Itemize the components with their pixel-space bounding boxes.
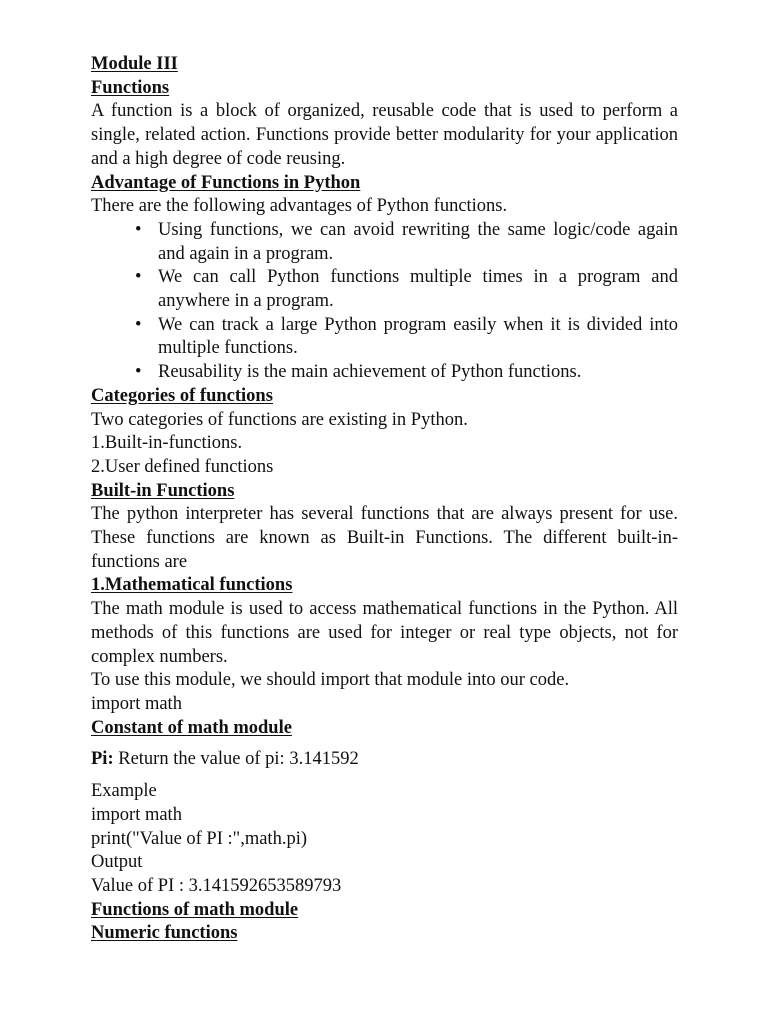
advantages-heading: Advantage of Functions in Python [91, 172, 361, 193]
mathematical-heading: 1.Mathematical functions [91, 575, 293, 596]
output-value: Value of PI : 3.141592653589793 [91, 875, 342, 896]
module-title: Module III [91, 54, 178, 74]
functions-intro: A function is a block of organized, reusable code that is used to perform a single, related action. Functions provide better modularity for your application and a high degree of code reusing. [91, 101, 678, 169]
builtin-heading: Built-in Functions [91, 480, 235, 501]
category-item-builtin: 1.Built-in-functions. [91, 433, 243, 454]
import-line: import math [91, 693, 182, 714]
mathematical-text: The math module is used to access mathematical functions in the Python. All methods of this functions are used for integer or real type objects, not for complex numbers. [91, 599, 678, 667]
bullet-icon: • [135, 267, 142, 288]
list-item: • Reusability is the main achievement of Python functions. [91, 361, 678, 385]
functions-of-math-heading: Functions of math module [91, 899, 299, 920]
pi-constant [91, 748, 678, 772]
output-label: Output [91, 852, 143, 873]
categories-intro: Two categories of functions are existing in Python. [91, 409, 468, 430]
list-item: • We can call Python functions multiple times in a program and anywhere in a program. [135, 267, 678, 312]
pi-label: Pi: [91, 749, 114, 770]
advantages-list [91, 219, 678, 385]
bullet-icon: • [135, 314, 142, 335]
functions-heading: Functions [91, 77, 170, 98]
example-label: Example [91, 781, 157, 802]
pi-text: Return the value of pi: 3.141592 [113, 749, 359, 770]
bullet-icon: • [135, 219, 142, 240]
category-item-user-defined: 2.User defined functions [91, 456, 274, 477]
list-item: • Using functions, we can avoid rewriting the same logic/code again and again in a program. [135, 219, 678, 264]
builtin-text: The python interpreter has several functions that are always present for use. These functions are known as Built-in Functions. The different built-in-functions are [91, 504, 678, 572]
constants-heading: Constant of math module [91, 717, 292, 738]
list-item: • We can track a large Python program easily when it is divided into multiple functions. [135, 314, 678, 359]
code-line: print("Value of PI :",math.pi) [91, 828, 307, 849]
bullet-icon: • [135, 362, 142, 383]
categories-heading: Categories of functions [91, 385, 273, 406]
numeric-functions-heading: Numeric functions [91, 923, 238, 944]
code-line: import math [91, 804, 182, 825]
mathematical-usage: To use this module, we should import that module into our code. [91, 670, 570, 691]
document-page [91, 53, 678, 946]
advantages-intro: There are the following advantages of Python functions. [91, 196, 508, 217]
